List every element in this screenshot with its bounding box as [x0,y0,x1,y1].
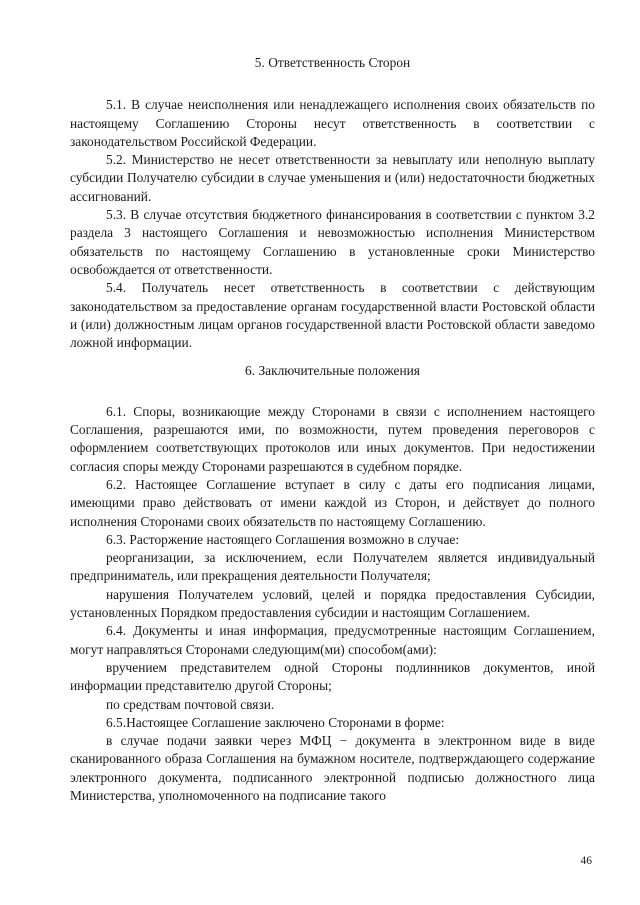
paragraph-6-1: 6.1. Споры, возникающие между Сторонами в связи с исполнением настоящего Соглашения, разрешаются ими, по возможности, путем проведения переговоров с оформлением соответствующих протоколов или иных документов. При недостижении согласия споры между Сторонами разрешаются в судебном порядке. [70,403,595,474]
paragraph-6-2: 6.2. Настоящее Соглашение вступает в силу с даты его подписания лицами, имеющими право действовать от имени каждой из Сторон, и действует до полного исполнения Сторонами своих обязательств по настоящему Соглашению. [70,476,595,529]
paragraph-6-5: 6.5.Настоящее Соглашение заключено Сторонами в форме: [106,714,445,730]
paragraph-5-2: 5.2. Министерство не несет ответственности за невыплату или неполную выплату субсидии Получателю субсидии в случае уменьшения и (или) недостаточности бюджетных ассигнований. [70,152,595,204]
section-6-title: 6. Заключительные положения [245,363,420,379]
paragraph-6-3-item-2: нарушения Получателем условий, целей и порядка предоставления Субсидии, установленных Порядком предоставления субсидии и настоящим Соглашением. [70,586,595,621]
section-5-title: 5. Ответственность Сторон [254,55,411,70]
paragraph-6-4-item-1: вручением представителем одной Стороны подлинников документов, иной информации представителю другой Стороны; [70,659,595,694]
page-number: 46 [580,855,592,867]
paragraph-6-3-item-1: реорганизации, за исключением, если Получателем является индивидуальный предприниматель, или прекращения деятельности Получателя; [70,550,595,584]
paragraph-6-4-item-2: по средствам почтовой связи. [106,696,275,712]
paragraph-5-3: 5.3. В случае отсутствия бюджетного финансирования в соответствии с пунктом 3.2 раздела 3 настоящего Соглашения и невозможностью исполнения Министерством обязательств по настоящему Соглашению в установленные сроки Министерство освобождается от ответственности. [70,207,595,277]
paragraph-5-4: 5.4. Получатель несет ответственность в соответствии с действующим законодательством за предоставление органам государственной власти Ростовской области и (или) должностным лицам органов государственной власти Ростовской области заведомо ложной информации. [70,280,595,351]
paragraph-5-1: 5.1. В случае неисполнения или ненадлежащего исполнения своих обязательств по настоящему Соглашению Стороны несут ответственность в соответствии с законодательством Российской Федерации. [70,97,595,149]
paragraph-6-5-item-1: в случае подачи заявки через МФЦ − документа в электронном виде в виде сканированного образа Соглашения на бумажном носителе, подтверждающего содержание электронного документа, подписанного электронной подписью должностного лица Министерства, уполномоченного на подписание такого [70,733,595,803]
document-page [70,48,595,805]
paragraph-6-4: 6.4. Документы и иная информация, предусмотренные настоящим Соглашением, могут направляться Сторонами следующим(ми) способом(ами): [70,623,595,657]
paragraph-6-3: 6.3. Расторжение настоящего Соглашения возможно в случае: [106,531,460,547]
